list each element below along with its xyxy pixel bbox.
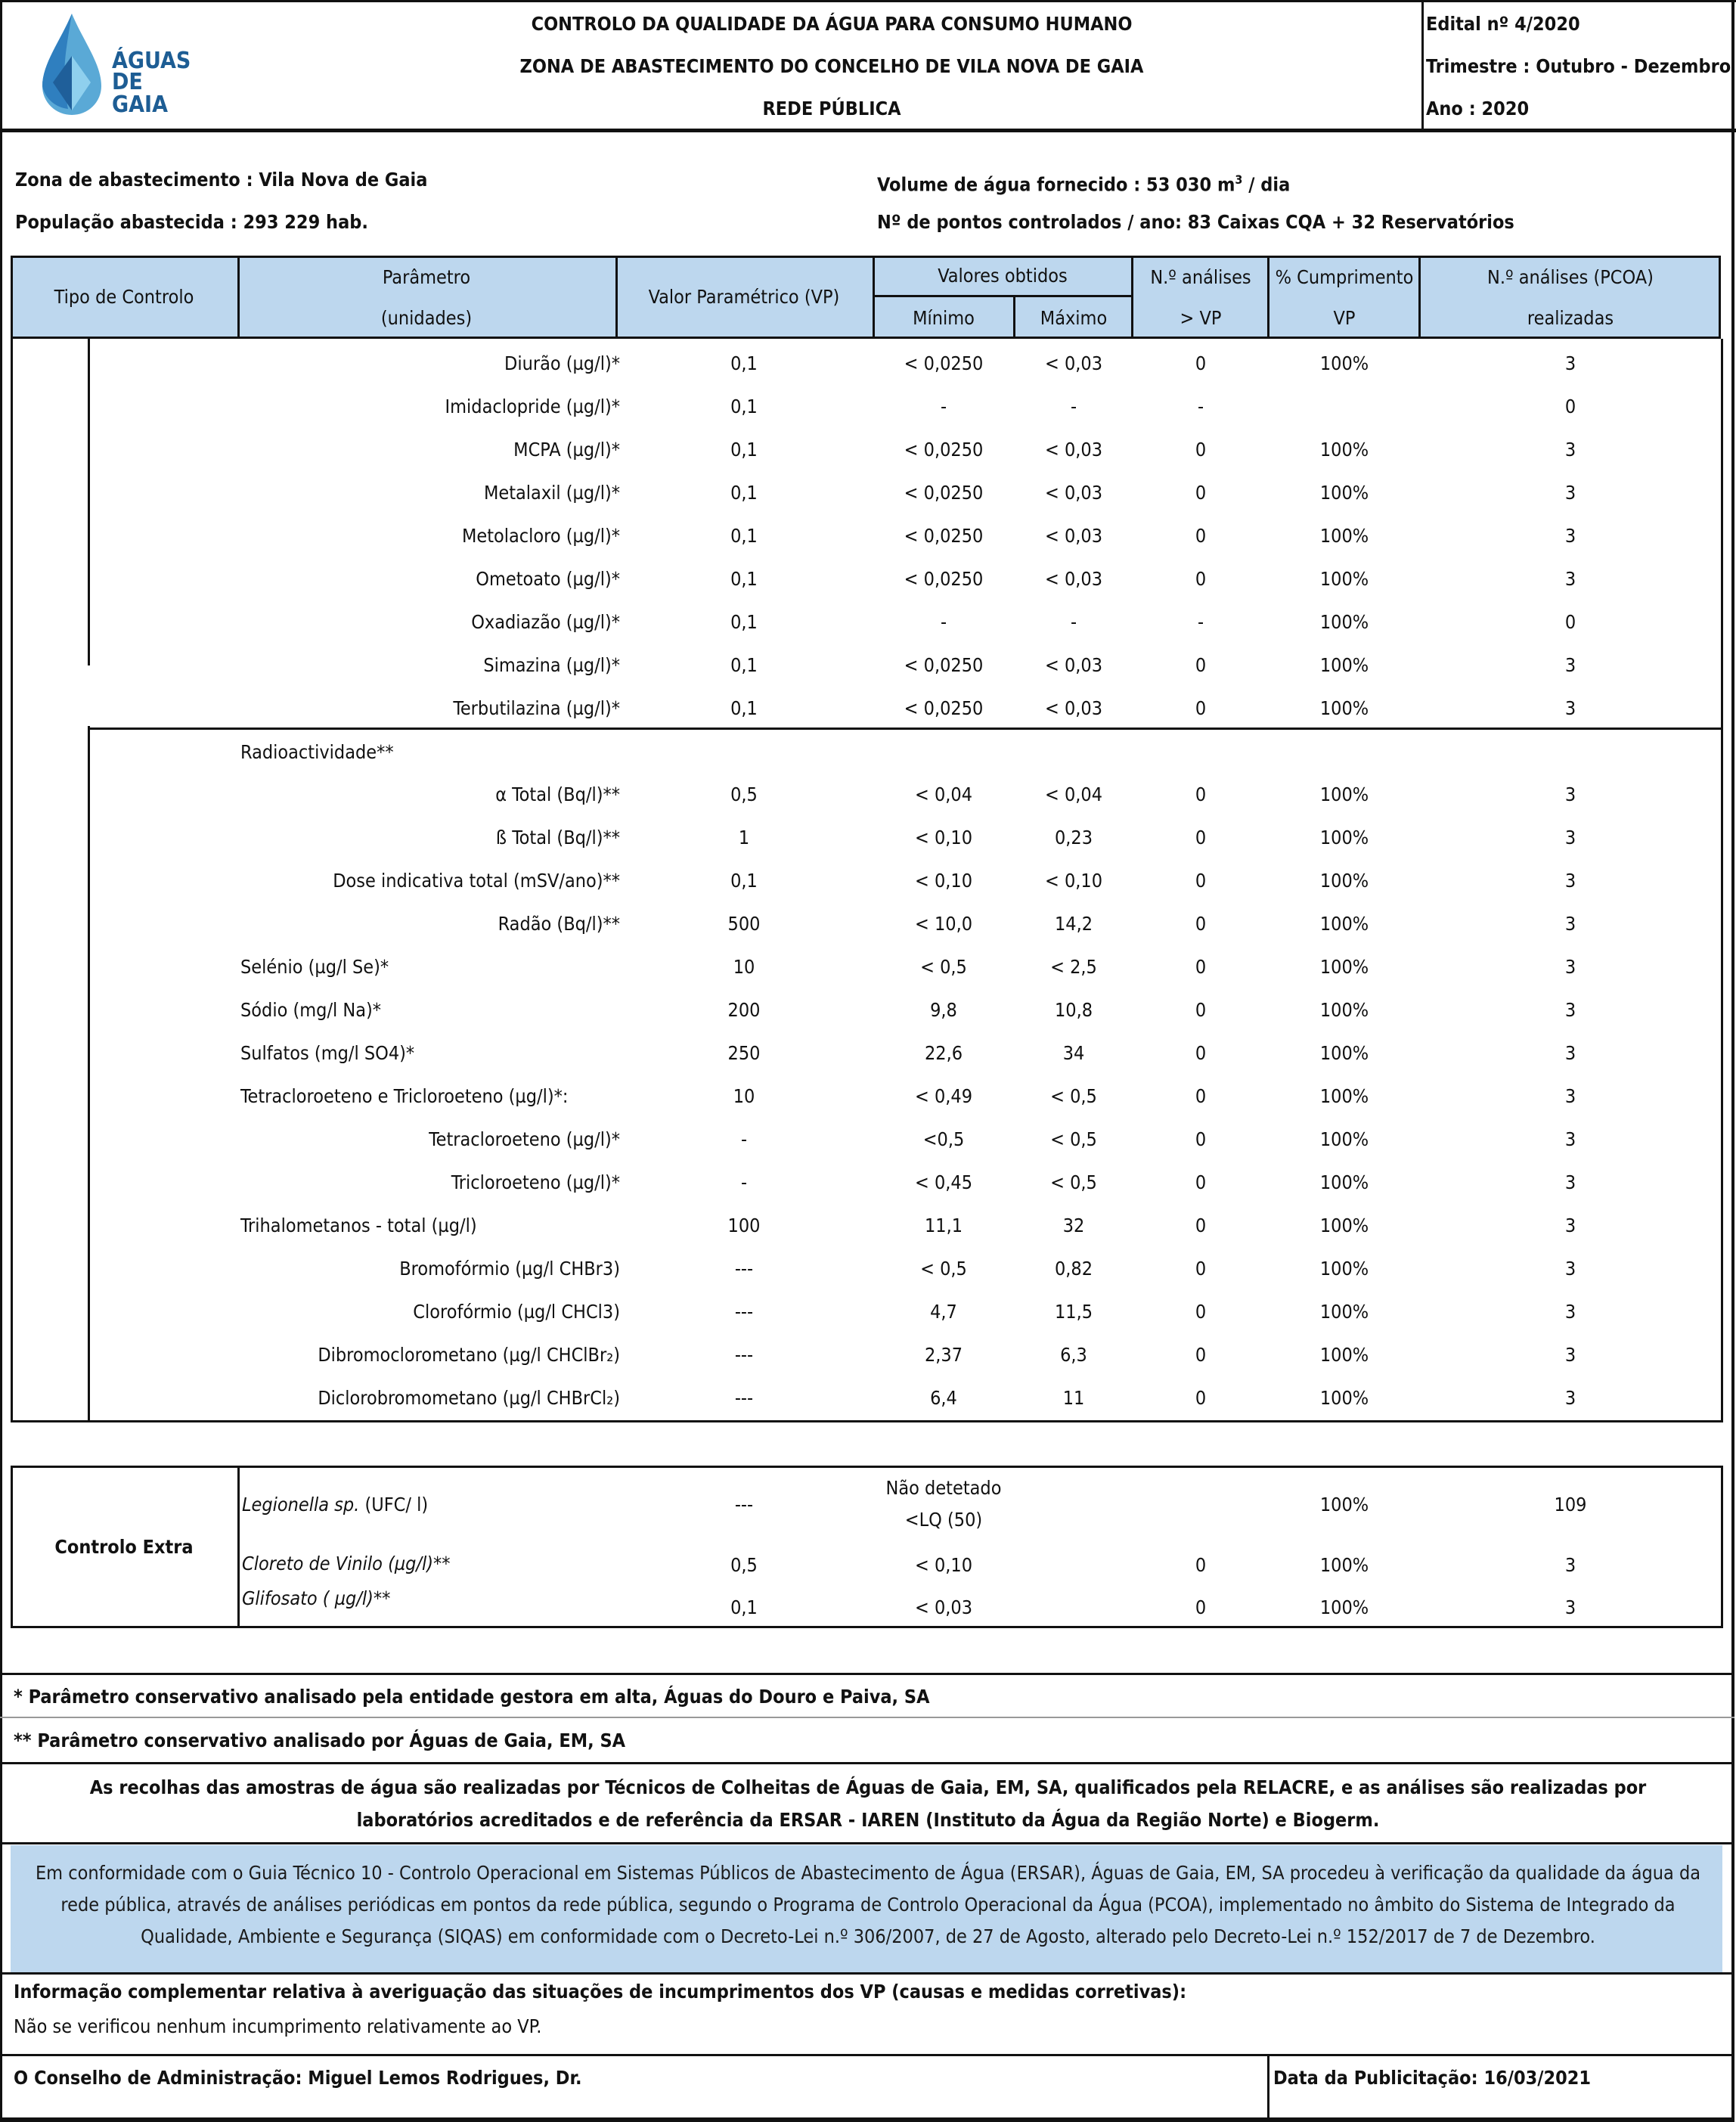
- title-1: CONTROLO DA QUALIDADE DA ÁGUA PARA CONSUMO HUMANO: [531, 13, 1133, 35]
- cell-max: -: [1070, 611, 1077, 633]
- cell-min: < 10,0: [914, 913, 973, 935]
- cell-n: 0: [1195, 1042, 1207, 1064]
- cell-param: Tetracloroeteno (µg/l)*: [429, 1128, 620, 1150]
- cell-pcoa: 3: [1564, 999, 1576, 1021]
- cell-pcoa: 3: [1564, 1085, 1576, 1107]
- cell-vp: 0,1: [730, 697, 758, 719]
- cell-n: 0: [1195, 870, 1207, 892]
- note-2: ** Parâmetro conservativo analisado por Águas de Gaia, EM, SA: [14, 1730, 626, 1751]
- cell-pct: 100%: [1319, 439, 1369, 461]
- cloreto-pcoa: 3: [1564, 1554, 1576, 1576]
- cell-n: 0: [1195, 697, 1207, 719]
- table-row: [0, 385, 1736, 428]
- cell-pcoa: 3: [1564, 697, 1576, 719]
- cell-param: Tetracloroeteno e Tricloroeteno (µg/l)*:: [240, 1085, 569, 1107]
- cell-pcoa: 3: [1564, 1387, 1576, 1409]
- cell-vp: -: [740, 1171, 748, 1193]
- cell-vp: 0,1: [730, 439, 758, 461]
- cell-n: 0: [1195, 568, 1207, 590]
- cell-min: < 0,10: [914, 827, 973, 848]
- cell-pcoa: 3: [1564, 956, 1576, 978]
- cell-pct: 100%: [1319, 1085, 1369, 1107]
- th-parametro: Parâmetro: [382, 266, 471, 288]
- table-row: [0, 1247, 1736, 1290]
- cell-param: Bromofórmio (µg/l CHBr3): [399, 1258, 620, 1280]
- table-row: [0, 816, 1736, 859]
- glifosato-pcoa: 3: [1564, 1596, 1576, 1618]
- cell-param: Tricloroeteno (µg/l)*: [451, 1171, 620, 1193]
- table-row: [0, 945, 1736, 988]
- cell-min: 22,6: [924, 1042, 963, 1064]
- cell-max: 6,3: [1060, 1344, 1087, 1366]
- cell-param: Dose indicativa total (mSV/ano)**: [333, 870, 620, 892]
- cell-vp: 0,1: [730, 396, 758, 417]
- logo-text-1: ÁGUAS: [112, 48, 191, 74]
- th-cumprimento-1: % Cumprimento: [1275, 266, 1414, 288]
- cell-max: 0,23: [1054, 827, 1093, 848]
- cloreto-pct: 100%: [1319, 1554, 1369, 1576]
- cell-param: Diclorobromometano (µg/l CHBrCl₂): [318, 1387, 620, 1409]
- cell-min: <0,5: [922, 1128, 965, 1150]
- glifosato-pct: 100%: [1319, 1596, 1369, 1618]
- cell-pct: 100%: [1319, 352, 1369, 374]
- volume: Volume de água fornecido : 53 030 $m^3$ / dia: [877, 172, 1291, 196]
- cell-param: Imidaclopride (µg/l)*: [445, 396, 620, 417]
- cell-max: < 0,03: [1044, 352, 1103, 374]
- cell-min: < 0,0250: [904, 525, 984, 547]
- cell-n: 0: [1195, 1301, 1207, 1323]
- cell-max: < 0,03: [1044, 482, 1103, 504]
- cloreto-vp: 0,5: [730, 1554, 758, 1576]
- cell-vp: 10: [733, 1085, 755, 1107]
- cell-param: Selénio (µg/l Se)*: [240, 956, 389, 978]
- cell-pct: 100%: [1319, 827, 1369, 848]
- cell-param: Oxadiazão (µg/l)*: [471, 611, 620, 633]
- cell-max: < 0,04: [1044, 783, 1103, 805]
- cell-max: < 0,03: [1044, 568, 1103, 590]
- cell-pcoa: 3: [1564, 1258, 1576, 1280]
- table-row: [0, 471, 1736, 514]
- table-row: [0, 1161, 1736, 1204]
- cell-min: < 0,0250: [904, 697, 984, 719]
- cell-pct: 100%: [1319, 1128, 1369, 1150]
- legionella-vp: ---: [734, 1494, 754, 1515]
- th-nanalises-2: > VP: [1180, 307, 1222, 329]
- th-vp: Valor Paramétrico (VP): [648, 286, 840, 308]
- table-row: [0, 644, 1736, 687]
- title-3: REDE PÚBLICA: [762, 98, 901, 119]
- cell-max: < 0,5: [1050, 1171, 1097, 1193]
- cell-min: -: [940, 611, 947, 633]
- cell-min: 6,4: [930, 1387, 957, 1409]
- cell-pct: 100%: [1319, 956, 1369, 978]
- cell-param: Dibromoclorometano (µg/l CHClBr₂): [318, 1344, 620, 1366]
- cell-min: < 0,10: [914, 870, 973, 892]
- edital: Edital nº 4/2020: [1426, 13, 1580, 35]
- cell-max: 11: [1062, 1387, 1085, 1409]
- cell-pct: 100%: [1319, 1258, 1369, 1280]
- cell-pcoa: 3: [1564, 1301, 1576, 1323]
- cell-pct: 100%: [1319, 568, 1369, 590]
- cell-vp: 1: [738, 827, 750, 848]
- cell-min: < 0,5: [920, 1258, 967, 1280]
- cell-pct: 100%: [1319, 1344, 1369, 1366]
- cell-min: -: [940, 396, 947, 417]
- cell-min: 9,8: [930, 999, 957, 1021]
- cloreto-n: 0: [1195, 1554, 1207, 1576]
- cell-vp: ---: [734, 1387, 754, 1409]
- cell-max: -: [1070, 396, 1077, 417]
- cell-max: < 0,03: [1044, 525, 1103, 547]
- th-cumprimento-2: VP: [1333, 307, 1356, 329]
- cell-vp: 0,1: [730, 870, 758, 892]
- populacao: População abastecida : 293 229 hab.: [15, 211, 368, 233]
- cell-min: < 0,04: [914, 783, 973, 805]
- cell-pcoa: 3: [1564, 525, 1576, 547]
- cell-n: 0: [1195, 439, 1207, 461]
- cell-param: α Total (Bq/l)**: [495, 783, 620, 805]
- cell-n: 0: [1195, 482, 1207, 504]
- cell-vp: 0,1: [730, 654, 758, 676]
- title-2: ZONA DE ABASTECIMENTO DO CONCELHO DE VILA NOVA DE GAIA: [519, 55, 1144, 77]
- cell-vp: 0,5: [730, 783, 758, 805]
- cell-param: Sulfatos (mg/l SO4)*: [240, 1042, 415, 1064]
- cell-min: < 0,45: [914, 1171, 973, 1193]
- cell-pcoa: 3: [1564, 654, 1576, 676]
- th-maximo: Máximo: [1040, 307, 1108, 329]
- cell-param: Clorofórmio (µg/l CHCl3): [413, 1301, 620, 1323]
- cell-param: ß Total (Bq/l)**: [495, 827, 620, 848]
- table-row: [0, 1032, 1736, 1075]
- cell-min: 2,37: [924, 1344, 963, 1366]
- glifosato-vp: 0,1: [730, 1596, 758, 1618]
- cell-max: < 0,10: [1044, 870, 1103, 892]
- ano: Ano : 2020: [1426, 98, 1530, 119]
- water-drop-icon: [38, 11, 106, 116]
- trimestre: Trimestre : Outubro - Dezembro: [1426, 55, 1731, 77]
- cell-max: < 0,03: [1044, 697, 1103, 719]
- cell-vp: 500: [727, 913, 761, 935]
- cell-pct: 100%: [1319, 1215, 1369, 1236]
- cell-n: -: [1197, 611, 1204, 633]
- table-row: [0, 557, 1736, 600]
- cell-n: 0: [1195, 783, 1207, 805]
- cell-min: < 0,0250: [904, 439, 984, 461]
- zona: Zona de abastecimento : Vila Nova de Gaia: [15, 169, 428, 191]
- cell-pcoa: 3: [1564, 482, 1576, 504]
- info-title: Informação complementar relativa à averiguação das situações de incumprimentos dos VP (causas e medidas corretivas):: [14, 1981, 1187, 2003]
- table-row: [0, 687, 1736, 730]
- cell-pcoa: 3: [1564, 1215, 1576, 1236]
- table-row: [0, 514, 1736, 557]
- cell-vp: ---: [734, 1301, 754, 1323]
- table-row: [0, 859, 1736, 902]
- data-publicacao: Data da Publicitação: 16/03/2021: [1273, 2067, 1592, 2089]
- cell-pcoa: 0: [1564, 396, 1576, 417]
- cell-max: < 0,03: [1044, 439, 1103, 461]
- cell-vp: ---: [734, 1258, 754, 1280]
- cell-min: 11,1: [924, 1215, 963, 1236]
- cell-pct: 100%: [1319, 525, 1369, 547]
- cell-max: 10,8: [1054, 999, 1093, 1021]
- cell-n: 0: [1195, 1128, 1207, 1150]
- cell-pcoa: 3: [1564, 1042, 1576, 1064]
- legionella-pct: 100%: [1319, 1494, 1369, 1515]
- cell-max: 0,82: [1054, 1258, 1093, 1280]
- table-row: [0, 988, 1736, 1032]
- cell-pct: 100%: [1319, 1387, 1369, 1409]
- note-1: * Parâmetro conservativo analisado pela entidade gestora em alta, Águas do Douro e Paiva, SA: [14, 1686, 930, 1708]
- recolhas-text: As recolhas das amostras de água são realizadas por Técnicos de Colheitas de Águas de Gaia, EM, SA, qualificados pela RELACRE, e as análises são realizadas por laboratórios acreditados e de referência da ERSAR - IAREN (Instituto da Água da Região Norte) e Biogerm.: [89, 1776, 1647, 1831]
- radioactividade-label: Radioactividade**: [240, 741, 394, 763]
- cell-param: Metolacloro (µg/l)*: [461, 525, 620, 547]
- cell-max: 14,2: [1054, 913, 1093, 935]
- cell-param: Radão (Bq/l)**: [498, 913, 620, 935]
- cell-n: 0: [1195, 654, 1207, 676]
- th-nanalises-1: N.º análises: [1150, 266, 1251, 288]
- cell-n: 0: [1195, 999, 1207, 1021]
- conformidade-text: Em conformidade com o Guia Técnico 10 - Controlo Operacional em Sistemas Públicos de Abastecimento de Água (ERSAR), Águas de Gaia, EM, SA procedeu à verificação da qualidade da água da rede pública, através de análises periódicas em pontos da rede pública, segundo o Programa de Controlo Operacional da Água (PCOA), implementado no âmbito do Sistema de Integrado da Qualidade, Ambiente e Segurança (SIQAS) em conformidade com o Decreto-Lei n.º 306/2007, de 27 de Agosto, alterado pelo Decreto-Lei n.º 152/2017 de 7 de Dezembro.: [35, 1862, 1701, 1947]
- cell-n: 0: [1195, 827, 1207, 848]
- cell-max: < 0,5: [1050, 1085, 1097, 1107]
- glifosato-min: < 0,03: [914, 1596, 973, 1618]
- cell-n: -: [1197, 396, 1204, 417]
- table-row: [0, 773, 1736, 816]
- cell-vp: 10: [733, 956, 755, 978]
- cell-param: Trihalometanos - total (µg/l): [240, 1215, 477, 1236]
- cell-vp: 0,1: [730, 568, 758, 590]
- table-row: [0, 600, 1736, 644]
- cell-max: < 0,5: [1050, 1128, 1097, 1150]
- cell-param: Metalaxil (µg/l)*: [483, 482, 620, 504]
- cell-pcoa: 3: [1564, 439, 1576, 461]
- cell-min: < 0,49: [914, 1085, 973, 1107]
- cell-pct: [1269, 385, 1420, 428]
- cell-n: 0: [1195, 525, 1207, 547]
- pontos: Nº de pontos controlados / ano: 83 Caixas CQA + 32 Reservatórios: [877, 211, 1514, 233]
- cell-pcoa: 3: [1564, 1128, 1576, 1150]
- cell-pct: 100%: [1319, 1042, 1369, 1064]
- cell-pct: 100%: [1319, 697, 1369, 719]
- cell-param: Ometoato (µg/l)*: [476, 568, 620, 590]
- cell-vp: 0,1: [730, 525, 758, 547]
- legionella-param: Legionella sp. (UFC/ l): [242, 1494, 429, 1515]
- glifosato-n: 0: [1195, 1596, 1207, 1618]
- logo: [38, 11, 204, 116]
- cell-max: 34: [1062, 1042, 1085, 1064]
- cell-pct: 100%: [1319, 870, 1369, 892]
- legionella-pcoa: 109: [1554, 1494, 1587, 1515]
- cell-vp: 0,1: [730, 611, 758, 633]
- cell-max: 11,5: [1054, 1301, 1093, 1323]
- cell-n: 0: [1195, 956, 1207, 978]
- cell-param: Sódio (mg/l Na)*: [240, 999, 382, 1021]
- cell-min: < 0,0250: [904, 482, 984, 504]
- th-minimo: Mínimo: [913, 307, 975, 329]
- cell-param: Simazina (µg/l)*: [483, 654, 620, 676]
- th-valores: Valores obtidos: [938, 265, 1068, 287]
- cell-min: 4,7: [930, 1301, 957, 1323]
- cell-max: < 0,03: [1044, 654, 1103, 676]
- cell-min: < 0,0250: [904, 654, 984, 676]
- cell-pcoa: 3: [1564, 1344, 1576, 1366]
- conselho: O Conselho de Administração: Miguel Lemos Rodrigues, Dr.: [14, 2067, 582, 2089]
- cell-pcoa: 3: [1564, 783, 1576, 805]
- table-row: [0, 1204, 1736, 1247]
- logo-text-2: DE GAIA: [112, 69, 168, 118]
- extra-label: Controlo Extra: [54, 1536, 194, 1558]
- cell-pct: 100%: [1319, 913, 1369, 935]
- cell-max: < 2,5: [1050, 956, 1097, 978]
- cell-vp: 0,1: [730, 482, 758, 504]
- cell-pct: 100%: [1319, 654, 1369, 676]
- cell-pct: 100%: [1319, 611, 1369, 633]
- cell-n: 0: [1195, 1258, 1207, 1280]
- table-row: [0, 1376, 1736, 1419]
- table-row: [0, 1333, 1736, 1376]
- cell-param: Terbutilazina (µg/l)*: [453, 697, 620, 719]
- table-row: [0, 428, 1736, 471]
- info-text: Não se verificou nenhum incumprimento relativamente ao VP.: [14, 2015, 542, 2037]
- table-row: [0, 902, 1736, 945]
- cell-n: 0: [1195, 1215, 1207, 1236]
- th-tipo: Tipo de Controlo: [54, 286, 194, 308]
- cell-param: Diurão (µg/l)*: [504, 352, 620, 374]
- th-pcoa-1: N.º análises (PCOA): [1487, 266, 1654, 288]
- table-row: [0, 1290, 1736, 1333]
- cell-vp: 200: [727, 999, 761, 1021]
- cell-n: 0: [1195, 1171, 1207, 1193]
- cell-min: < 0,0250: [904, 352, 984, 374]
- th-unidades: (unidades): [380, 307, 473, 329]
- cell-vp: 0,1: [730, 352, 758, 374]
- cell-pct: 100%: [1319, 1171, 1369, 1193]
- cell-vp: 250: [727, 1042, 761, 1064]
- cell-pct: 100%: [1319, 1301, 1369, 1323]
- cell-n: 0: [1195, 1085, 1207, 1107]
- cell-vp: -: [740, 1128, 748, 1150]
- cell-max: 32: [1062, 1215, 1085, 1236]
- cell-pcoa: 3: [1564, 352, 1576, 374]
- cell-n: 0: [1195, 352, 1207, 374]
- legionella-min-1: Não detetado: [885, 1477, 1002, 1499]
- cell-vp: ---: [734, 1344, 754, 1366]
- cloreto-min: < 0,10: [914, 1554, 973, 1576]
- cell-pcoa: 3: [1564, 913, 1576, 935]
- cell-n: 0: [1195, 913, 1207, 935]
- cell-min: < 0,0250: [904, 568, 984, 590]
- cell-pcoa: 3: [1564, 568, 1576, 590]
- cell-pcoa: 3: [1564, 827, 1576, 848]
- cell-min: < 0,5: [920, 956, 967, 978]
- glifosato-param: Glifosato ( µg/l)**: [242, 1587, 391, 1609]
- cloreto-param: Cloreto de Vinilo (µg/l)**: [242, 1553, 451, 1574]
- cell-param: MCPA (µg/l)*: [513, 439, 620, 461]
- cell-vp: 100: [727, 1215, 761, 1236]
- table-row: [0, 1075, 1736, 1118]
- cell-pct: 100%: [1319, 783, 1369, 805]
- cell-pcoa: 0: [1564, 611, 1576, 633]
- legionella-min-2: <LQ (50): [904, 1509, 983, 1531]
- cell-pcoa: 3: [1564, 870, 1576, 892]
- cell-pct: 100%: [1319, 482, 1369, 504]
- cell-pct: 100%: [1319, 999, 1369, 1021]
- th-pcoa-2: realizadas: [1527, 307, 1614, 329]
- cell-n: 0: [1195, 1344, 1207, 1366]
- table-row: [0, 1118, 1736, 1161]
- cell-pcoa: 3: [1564, 1171, 1576, 1193]
- table-row: [0, 342, 1736, 385]
- cell-n: 0: [1195, 1387, 1207, 1409]
